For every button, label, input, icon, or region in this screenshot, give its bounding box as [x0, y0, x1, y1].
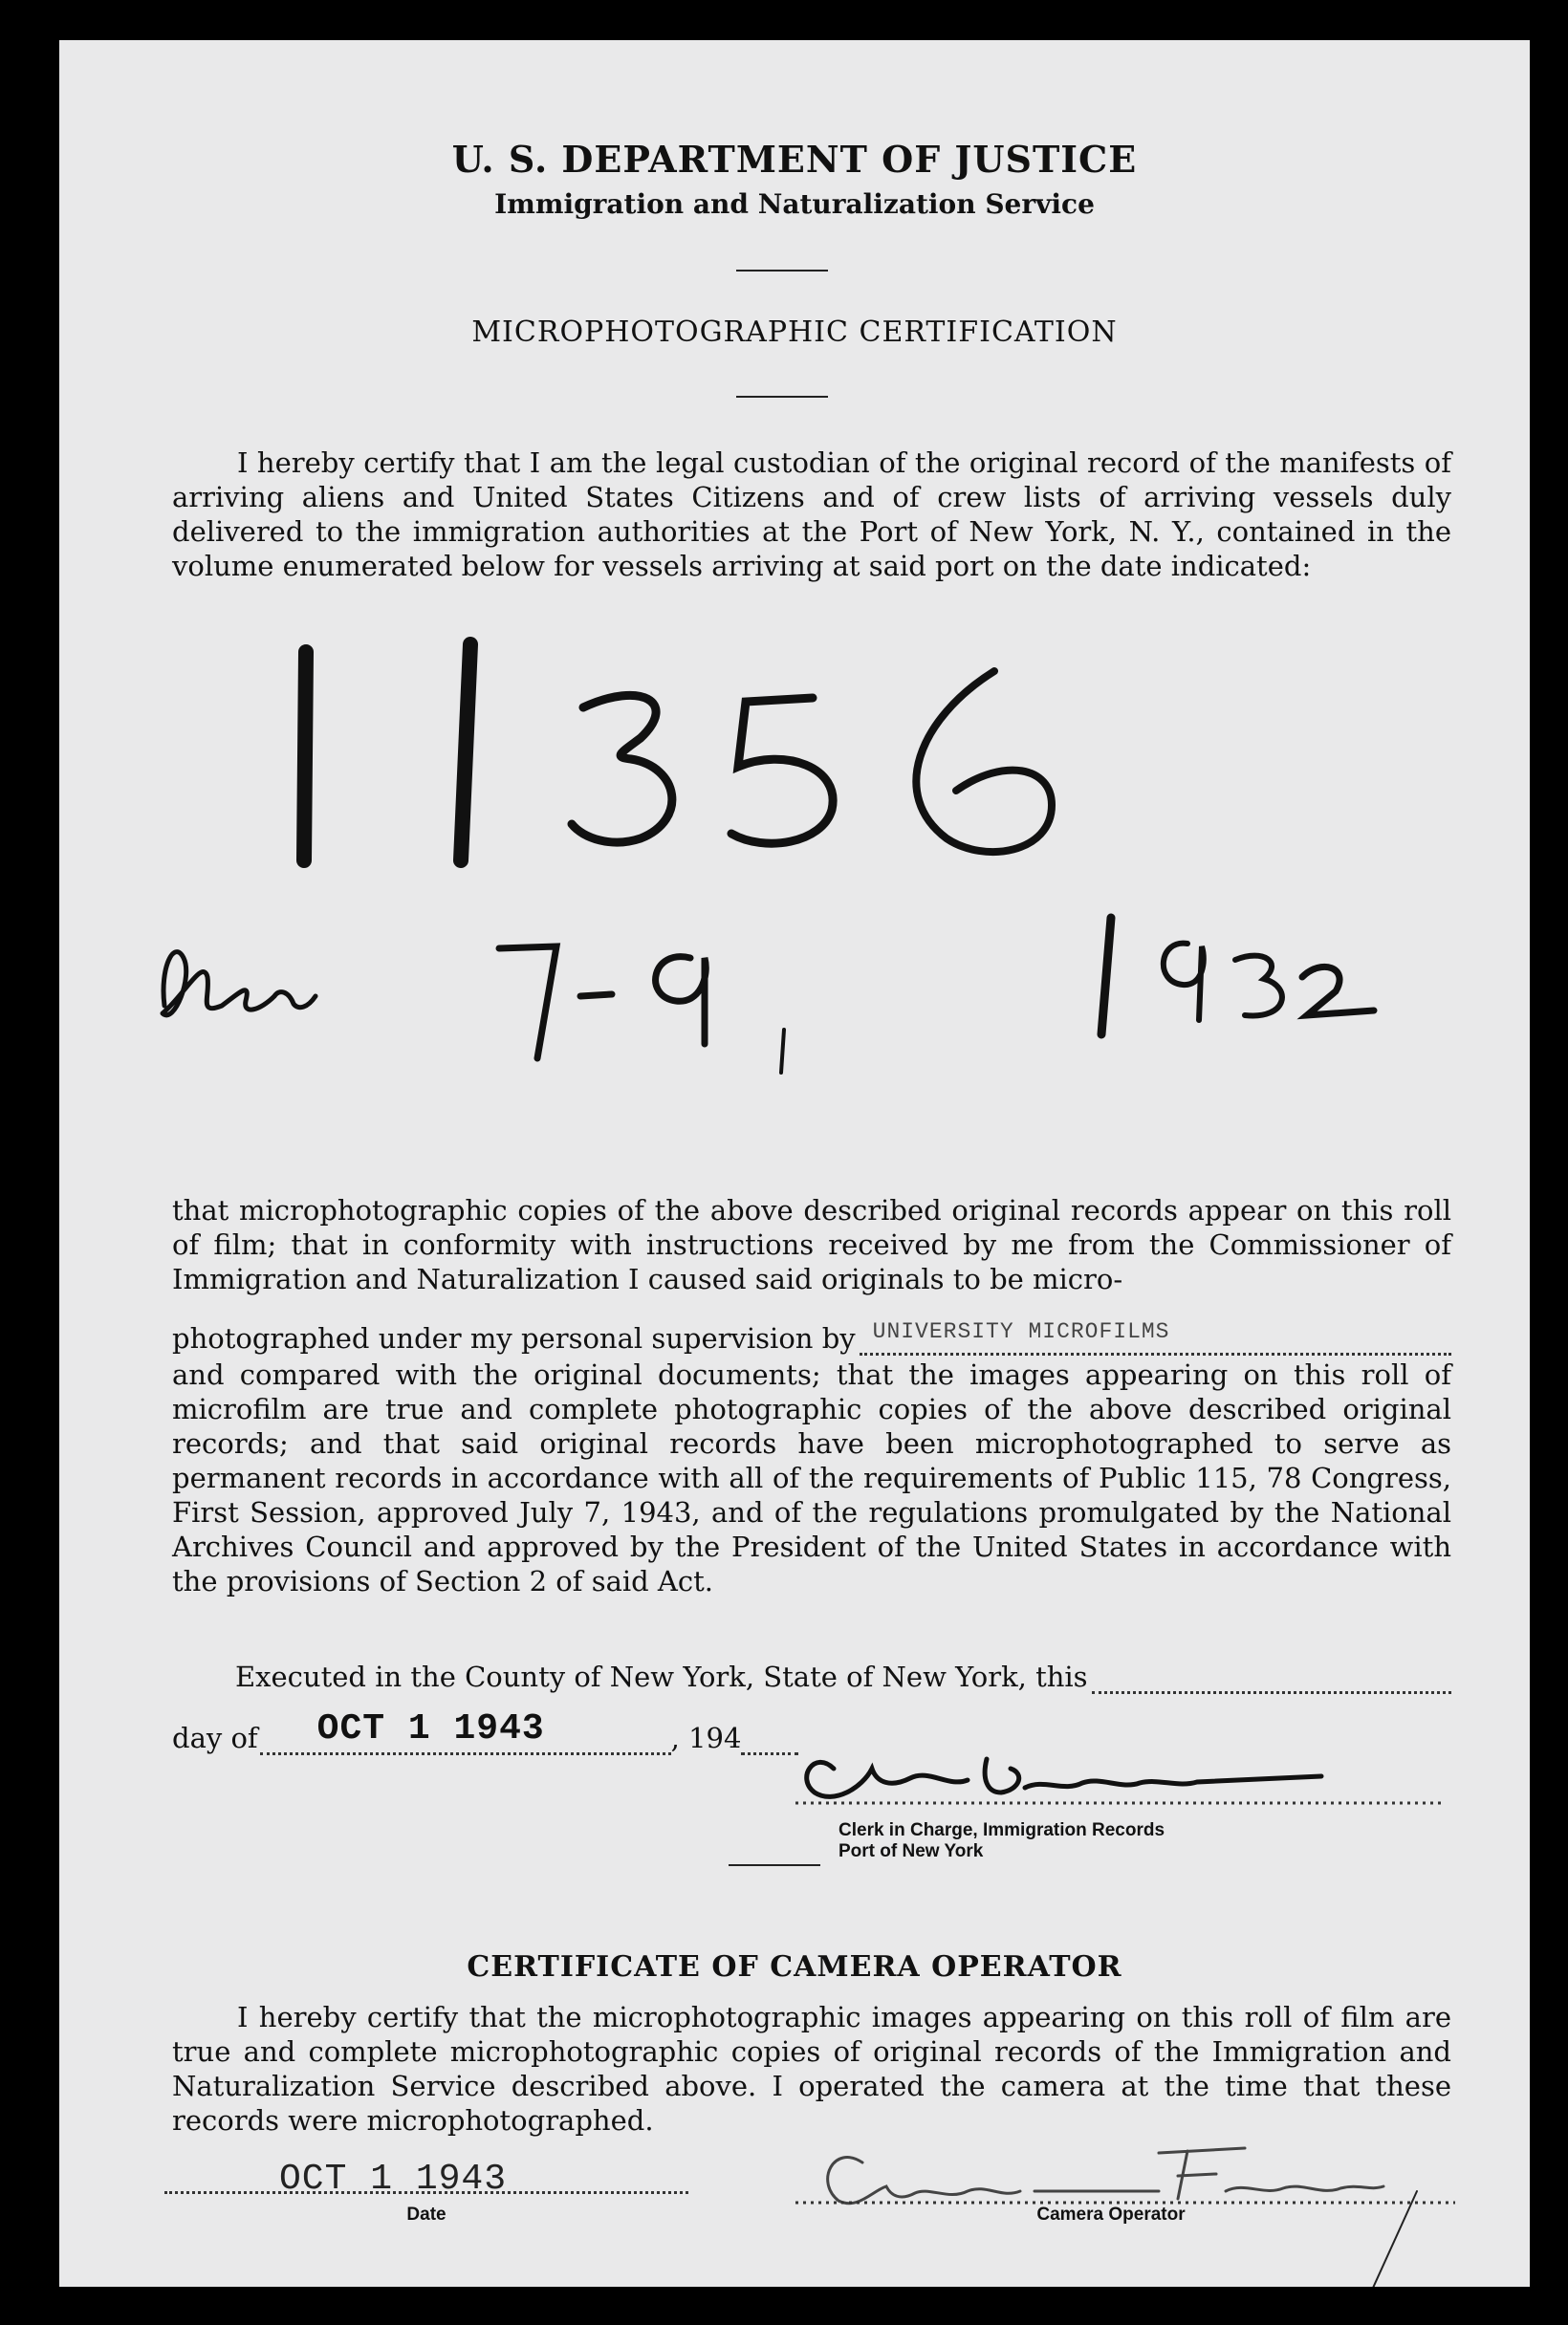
- supervisor-stamp: UNIVERSITY MICROFILMS: [872, 1319, 1170, 1344]
- year-prefix: , 194: [670, 1722, 742, 1754]
- camera-certificate-paragraph: I hereby certify that the microphotographic images appearing on this roll of film are true and complete microphotographic copies of original records of the Immigration and Naturalization Service described above. I operated the camera at the time that these records were microphotographed.: [172, 2001, 1451, 2137]
- operator-signature: [795, 2096, 1465, 2287]
- day-of-label: day of: [172, 1722, 258, 1754]
- clerk-title-line1: Clerk in Charge, Immigration Records: [838, 1820, 1165, 1840]
- service-subtitle: Immigration and Naturalization Service: [494, 188, 1095, 220]
- divider: [729, 1864, 820, 1866]
- executed-text: Executed in the County of New York, State of New York, this: [235, 1661, 1088, 1693]
- intro-paragraph: I hereby certify that I am the legal custodian of the original record of the manifests of arriving aliens and United States Citizens and of crew lists of arriving vessels duly delivered to the immigration authorities at the Port of New York, N. Y., contained in the volume enumerated below for vessels arriving at said port on the date indicated:: [172, 446, 1451, 582]
- operator-date-label: Date: [406, 2205, 446, 2225]
- certificate-page: [59, 40, 1530, 2287]
- supervision-prefix: photographed under my personal supervision by: [172, 1322, 856, 1355]
- department-title: U. S. DEPARTMENT OF JUSTICE: [451, 138, 1138, 181]
- handwritten-volume-number: [296, 614, 1425, 901]
- executed-fill: [1092, 1670, 1451, 1694]
- certification-title: MICROPHOTOGRAPHIC CERTIFICATION: [471, 315, 1118, 349]
- supervision-line: [172, 1321, 1451, 1356]
- body-paragraph-part2: and compared with the original documents; that the images appearing on this roll of microfilm are true and complete photographic copies of the above described original records; and that said original records have been microphotographed to serve as permanent records in accordance with all of the requirements of Public 115, 78 Congress, First Session, approved July 7, 1943, and of the regulations promulgated by the National Archives Council and approved by the President of the United States in accordance with the provisions of Section 2 of said Act.: [172, 1358, 1451, 1597]
- camera-certificate-heading: CERTIFICATE OF CAMERA OPERATOR: [467, 1950, 1122, 1984]
- executed-line: [235, 1660, 1451, 1694]
- clerk-signature-drawing: [786, 1740, 1455, 1816]
- clerk-title-line2: Port of New York: [838, 1841, 984, 1861]
- operator-date-stamp: OCT 1 1943: [279, 2159, 508, 2200]
- handwritten-date-drawing: [155, 901, 1455, 1140]
- body-paragraph-part1: that microphotographic copies of the above described original records appear on this roll of film; that in conformity with instructions received by me from the Commissioner of Immigration and Naturalization I caused said originals to be micro-: [172, 1194, 1451, 1295]
- supervision-fill: [860, 1319, 1451, 1356]
- clerk-signature: [786, 1740, 1455, 1816]
- divider: [736, 396, 828, 398]
- operator-date-field: [164, 2153, 688, 2201]
- execution-date-stamp: OCT 1 1943: [316, 1708, 545, 1749]
- day-of-fill: [260, 1708, 671, 1755]
- handwritten-volume-number-drawing: [296, 614, 1425, 901]
- handwritten-date: [155, 901, 1455, 1140]
- camera-operator-label: Camera Operator: [1036, 2205, 1186, 2225]
- operator-signature-drawing: [795, 2096, 1465, 2287]
- divider: [736, 270, 828, 272]
